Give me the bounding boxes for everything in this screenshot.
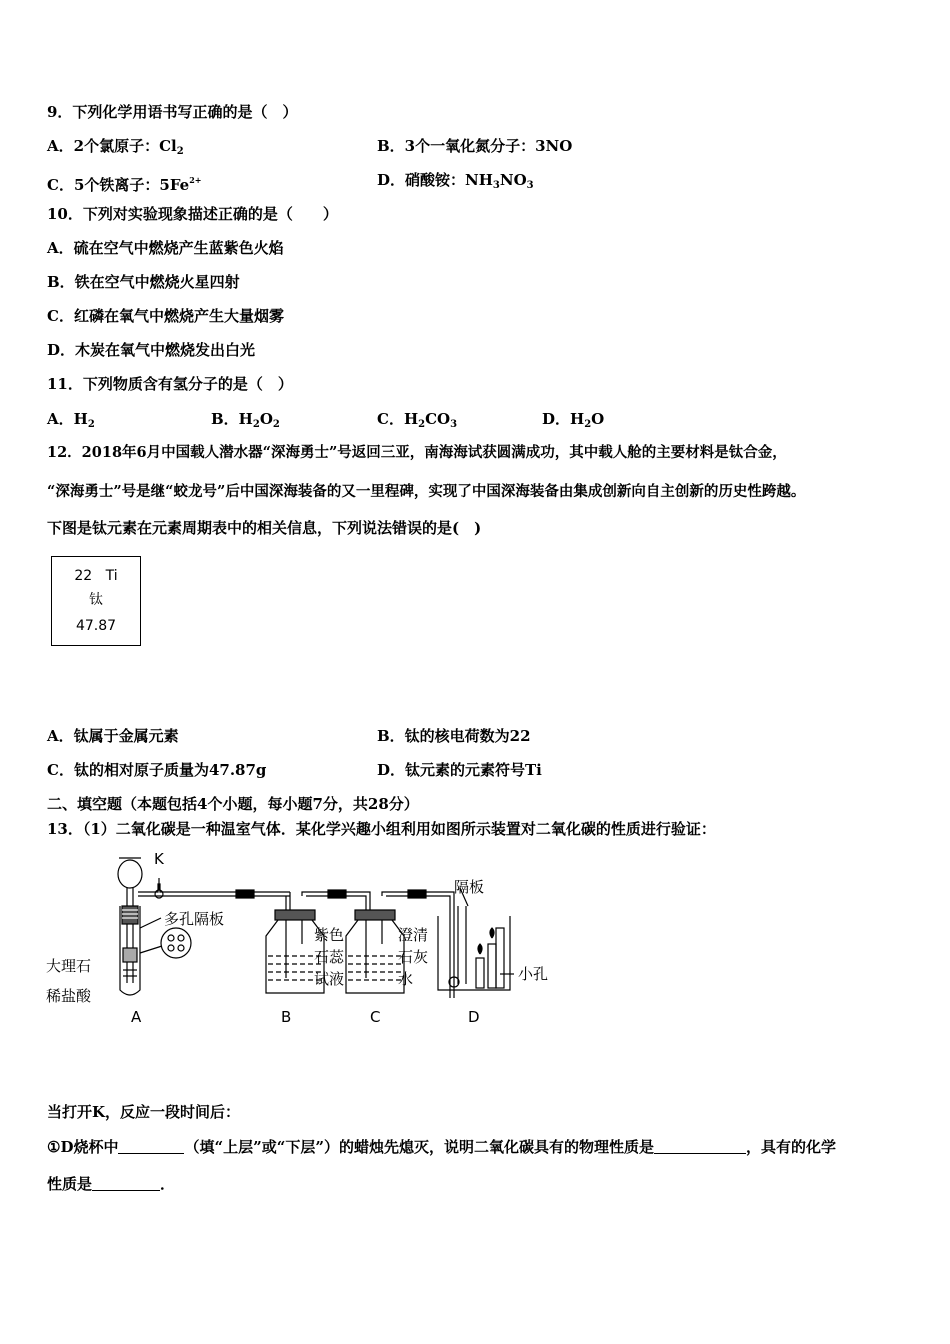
q9-stem: 9．下列化学用语书写正确的是（ ） [47,103,298,121]
q12-option-b: B．钛的核电荷数为22 [377,727,531,745]
q11-option-b: B．$H_2O_2$ [211,410,280,430]
label-marble: 大理石 [46,957,92,975]
q13-part1-line1: ①D烧杯中 （填“上层”或“下层”）的蜡烛先熄灭，说明二氧化碳具有的物理性质是 ，具有的化学 [47,1138,836,1156]
element-number: 22 [74,568,93,584]
q10-option-a: A．硫在空气中燃烧产生蓝紫色火焰 [47,239,284,257]
candle-short [476,958,484,988]
q11-option-a: A．$H_2$ [47,410,95,430]
candle-tall [488,944,496,988]
label-apparatus-a: A [131,1008,142,1026]
label-clear: 澄清 [398,926,429,944]
q9-option-c: C．5个铁离子：$5Fe^{2+}$ [47,175,202,194]
label-baffle: 隔板 [454,878,485,896]
label-small-hole: 小孔 [518,965,549,983]
q11-option-c: C．$H_2CO_3$ [377,410,458,430]
q12-stem-line3: 下图是钛元素在元素周期表中的相关信息，下列说法错误的是( ) [47,519,482,537]
label-apparatus-d: D [468,1008,480,1026]
label-apparatus-b: B [281,1008,292,1026]
q10-option-b: B．铁在空气中燃烧火星四射 [47,273,240,291]
label-lime: 石灰 [398,948,429,966]
label-porous-plate: 多孔隔板 [164,910,225,928]
label-purple: 紫色 [314,926,345,944]
q11-option-d: D．$H_2O$ [542,410,605,430]
q9-option-b: B．3个一氧化氮分子：3NO [377,137,573,155]
q10-stem: 10．下列对实验现象描述正确的是（ ） [47,205,338,223]
element-name: 钛 [89,592,103,608]
q13-stem: 13．（1）二氧化碳是一种温室气体．某化学兴趣小组利用如图所示装置对二氧化碳的性质进行验证： [47,820,716,838]
q9-option-d: D．硝酸铵：$NH_3NO_3$ [377,171,534,191]
periodic-table-cell-titanium [51,556,141,646]
q13-after-text: 当打开K，反应一段时间后： [47,1103,241,1121]
q12-option-c: C．钛的相对原子质量为47.87g [47,761,267,779]
q12-stem-line2: “深海勇士”号是继“蛟龙号”后中国深海装备的又一里程碑，实现了中国深海装备由集成创新向自主创新的历史性跨越。 [47,483,806,500]
q13-part1-line2: 性质是 ． [47,1175,176,1193]
bottle-c-stopper [355,910,395,920]
q10-option-d: D．木炭在氧气中燃烧发出白光 [47,341,256,359]
element-mass: 47.87 [75,618,117,634]
q10-option-c: C．红磷在氧气中燃烧产生大量烟雾 [47,307,284,325]
answer-blank-physical-property[interactable] [654,1139,746,1154]
label-dilute-hcl: 稀盐酸 [46,987,92,1005]
label-solution: 试液 [314,970,345,988]
funnel-bulb [118,860,142,888]
label-litmus: 石蕊 [314,948,345,966]
q9-option-a: A．2个氯原子：$Cl_2$ [47,137,184,157]
q12-stem-line1: 12．2018年6月中国载人潜水器“深海勇士”号返回三亚，南海海试获圆满成功，其中载人舱的主要材料是钛合金， [47,444,787,461]
answer-blank-layer[interactable] [118,1139,184,1154]
label-water: 水 [398,970,414,988]
element-symbol: Ti [105,568,118,584]
beaker-d [438,916,510,990]
label-apparatus-c: C [370,1008,381,1026]
co2-apparatus-diagram [40,848,570,1033]
label-k: K [154,850,164,868]
q11-stem: 11．下列物质含有氢分子的是（ ） [47,375,293,393]
bottle-b-stopper [275,910,315,920]
answer-blank-chemical-property[interactable] [92,1176,160,1191]
q12-option-d: D．钛元素的元素符号Ti [377,761,542,779]
q12-option-a: A．钛属于金属元素 [47,727,179,745]
porous-plate-icon [161,928,191,958]
section-heading: 二、填空题（本题包括4个小题，每小题7分，共28分） [47,795,419,813]
